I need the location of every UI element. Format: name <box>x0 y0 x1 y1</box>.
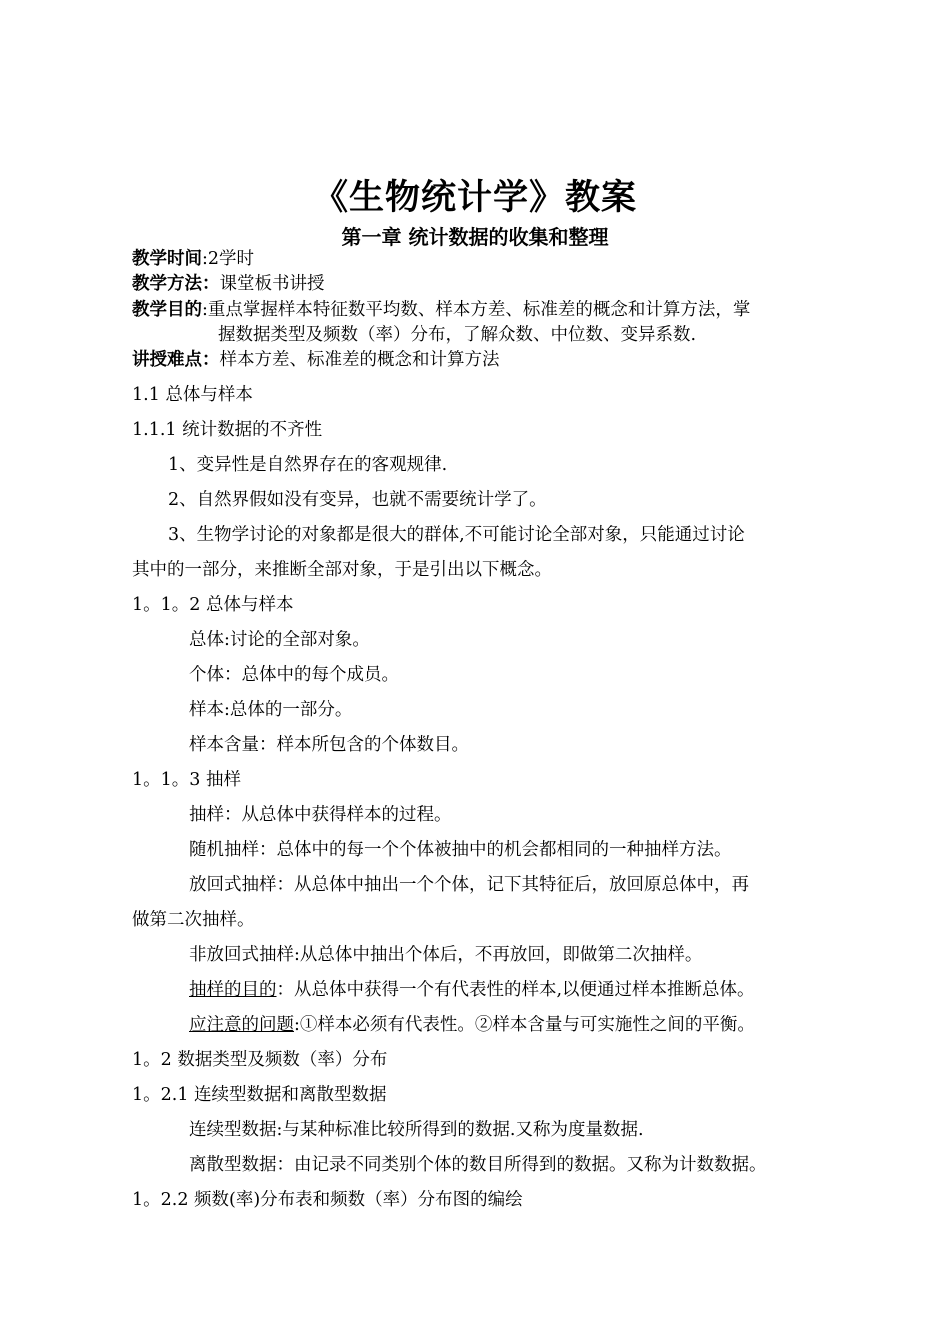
meta-value: 样本方差、标准差的概念和计算方法 <box>219 350 500 370</box>
definition: 非放回式抽样:从总体中抽出个体后，不再放回，即做第二次抽样。 <box>189 945 703 965</box>
section-heading: 1.1.1 统计数据的不齐性 <box>132 420 323 440</box>
meta-teaching-time <box>132 247 822 271</box>
section-heading: 1。1。2 总体与样本 <box>132 595 294 615</box>
definition: 个体：总体中的每个成员。 <box>189 665 399 685</box>
sampling-notes <box>189 1013 755 1037</box>
meta-label: 讲授难点： <box>132 350 220 370</box>
section-heading: 1。2 数据类型及频数（率）分布 <box>132 1050 388 1070</box>
section-heading: 1.1 总体与样本 <box>132 385 253 405</box>
section-heading: 1。2.2 频数(率)分布表和频数（率）分布图的编绘 <box>132 1190 523 1210</box>
meta-value: :2学时 <box>202 249 255 269</box>
section-heading: 1。1。3 抽样 <box>132 770 241 790</box>
definition: 连续型数据:与某种标准比较所得到的数据.又称为度量数据. <box>189 1120 644 1140</box>
paragraph: 1、变异性是自然界存在的客观规律. <box>168 455 448 475</box>
definition: 总体:讨论的全部对象。 <box>189 630 370 650</box>
meta-label: 教学时间 <box>132 249 202 269</box>
underlined-term: 抽样的目的 <box>189 980 277 1000</box>
meta-value: 课堂板书讲授 <box>219 274 325 294</box>
meta-teaching-method <box>132 272 822 296</box>
meta-difficulty <box>132 348 822 372</box>
definition: 随机抽样：总体中的每一个个体被抽中的机会都相同的一种抽样方法。 <box>189 840 732 860</box>
definition: 抽样：从总体中获得样本的过程。 <box>189 805 452 825</box>
meta-value: :重点掌握样本特征数平均数、样本方差、标准差的概念和计算方法，掌 <box>202 300 751 320</box>
paragraph: 3、生物学讨论的对象都是很大的群体,不可能讨论全部对象，只能通过讨论 <box>168 525 745 545</box>
definition-continued: 做第二次抽样。 <box>132 910 255 930</box>
term-description: ：从总体中获得一个有代表性的样本,以便通过样本推断总体。 <box>276 980 755 1000</box>
document-title: 《生物统计学》教案 <box>312 178 637 218</box>
term-description: :①样本必须有代表性。②样本含量与可实施性之间的平衡。 <box>294 1015 755 1035</box>
definition: 样本:总体的一部分。 <box>189 700 353 720</box>
definition: 放回式抽样：从总体中抽出一个个体，记下其特征后，放回原总体中，再 <box>189 875 749 895</box>
sampling-purpose <box>189 978 755 1002</box>
meta-teaching-goal <box>132 298 822 322</box>
meta-teaching-goal-continued: 握数据类型及频数（率）分布，了解众数、中位数、变异系数. <box>218 325 697 345</box>
meta-label: 教学目的 <box>132 300 202 320</box>
paragraph-continued: 其中的一部分，来推断全部对象，于是引出以下概念。 <box>132 560 552 580</box>
meta-label: 教学方法： <box>132 274 220 294</box>
paragraph: 2、自然界假如没有变异，也就不需要统计学了。 <box>168 490 547 510</box>
definition: 离散型数据：由记录不同类别个体的数目所得到的数据。又称为计数数据。 <box>189 1155 767 1175</box>
underlined-term: 应注意的问题 <box>189 1015 294 1035</box>
definition: 样本含量：样本所包含的个体数目。 <box>189 735 469 755</box>
chapter-title: 第一章 统计数据的收集和整理 <box>341 225 609 249</box>
section-heading: 1。2.1 连续型数据和离散型数据 <box>132 1085 387 1105</box>
